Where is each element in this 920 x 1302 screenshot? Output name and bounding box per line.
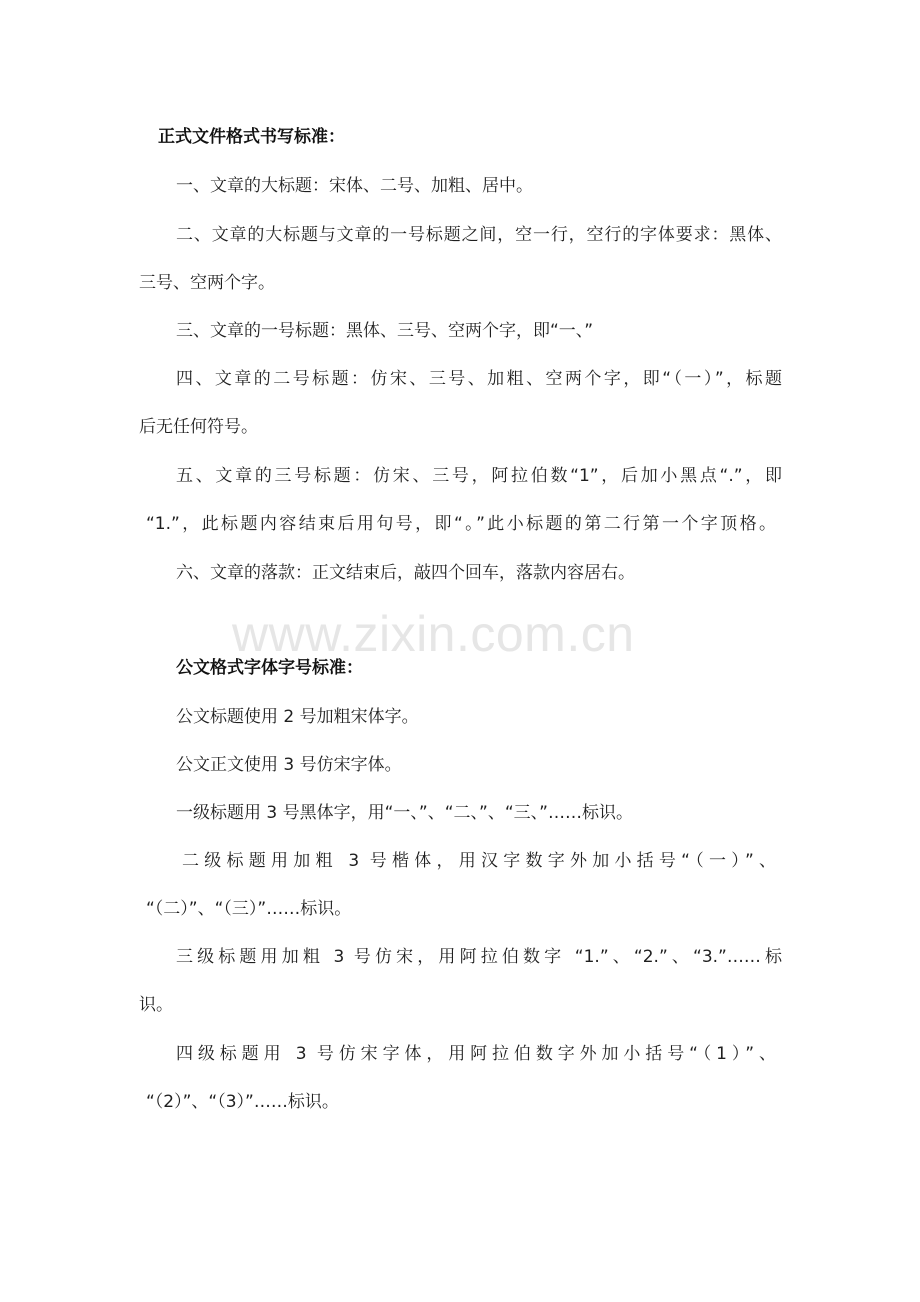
section2-paragraph-2: 公文正文使用 3 号仿宋字体。 xyxy=(176,755,402,775)
section1-paragraph-6: 六、文章的落款：正文结束后，敲四个回车，落款内容居右。 xyxy=(176,563,635,583)
section2-paragraph-4-line-1: 二级标题用加粗 3 号楷体，用汉字数字外加小括号“（一）”、 xyxy=(182,851,776,871)
section2-paragraph-1: 公文标题使用 2 号加粗宋体字。 xyxy=(176,707,419,727)
section2-paragraph-4-line-2: “（二）”、“（三）”……标识。 xyxy=(146,899,352,919)
section1-paragraph-3: 三、文章的一号标题：黑体、三号、空两个字，即“一、” xyxy=(176,321,594,341)
section1-paragraph-2-line-1: 二、文章的大标题与文章的一号标题之间，空一行，空行的字体要求：黑体、 xyxy=(176,225,782,245)
section2-paragraph-5-line-2: 识。 xyxy=(139,995,173,1015)
section2-paragraph-6-line-1: 四级标题用 3 号仿宋字体，用阿拉伯数字外加小括号“（1）”、 xyxy=(176,1044,776,1064)
watermark: www.zixin.com.cn xyxy=(232,606,635,662)
section2-paragraph-6-line-2: “（2）”、“（3）”……标识。 xyxy=(146,1092,339,1112)
section1-paragraph-1: 一、文章的大标题：宋体、二号、加粗、居中。 xyxy=(176,176,533,196)
section1-paragraph-2-line-2: 三号、空两个字。 xyxy=(139,273,275,293)
section2-paragraph-5-line-1: 三级标题用加粗 3 号仿宋，用阿拉伯数字 “1.”、“2.”、“3.”……标 xyxy=(176,947,782,967)
section2-heading: 公文格式字体字号标准： xyxy=(176,658,363,678)
section1-heading: 正式文件格式书写标准： xyxy=(158,127,345,147)
section1-paragraph-5-line-2: “1.”，此标题内容结束后用句号，即“。”此小标题的第二行第一个字顶格。 xyxy=(146,514,776,534)
section1-paragraph-4-line-2: 后无任何符号。 xyxy=(139,417,258,437)
section1-paragraph-4-line-1: 四、文章的二号标题：仿宋、三号、加粗、空两个字，即“（一）”，标题 xyxy=(176,369,782,389)
section2-paragraph-3: 一级标题用 3 号黑体字，用“一、”、“二、”、“三、”……标识。 xyxy=(176,803,633,823)
section1-paragraph-5-line-1: 五、文章的三号标题：仿宋、三号，阿拉伯数“1”，后加小黑点“.”，即 xyxy=(176,466,782,486)
